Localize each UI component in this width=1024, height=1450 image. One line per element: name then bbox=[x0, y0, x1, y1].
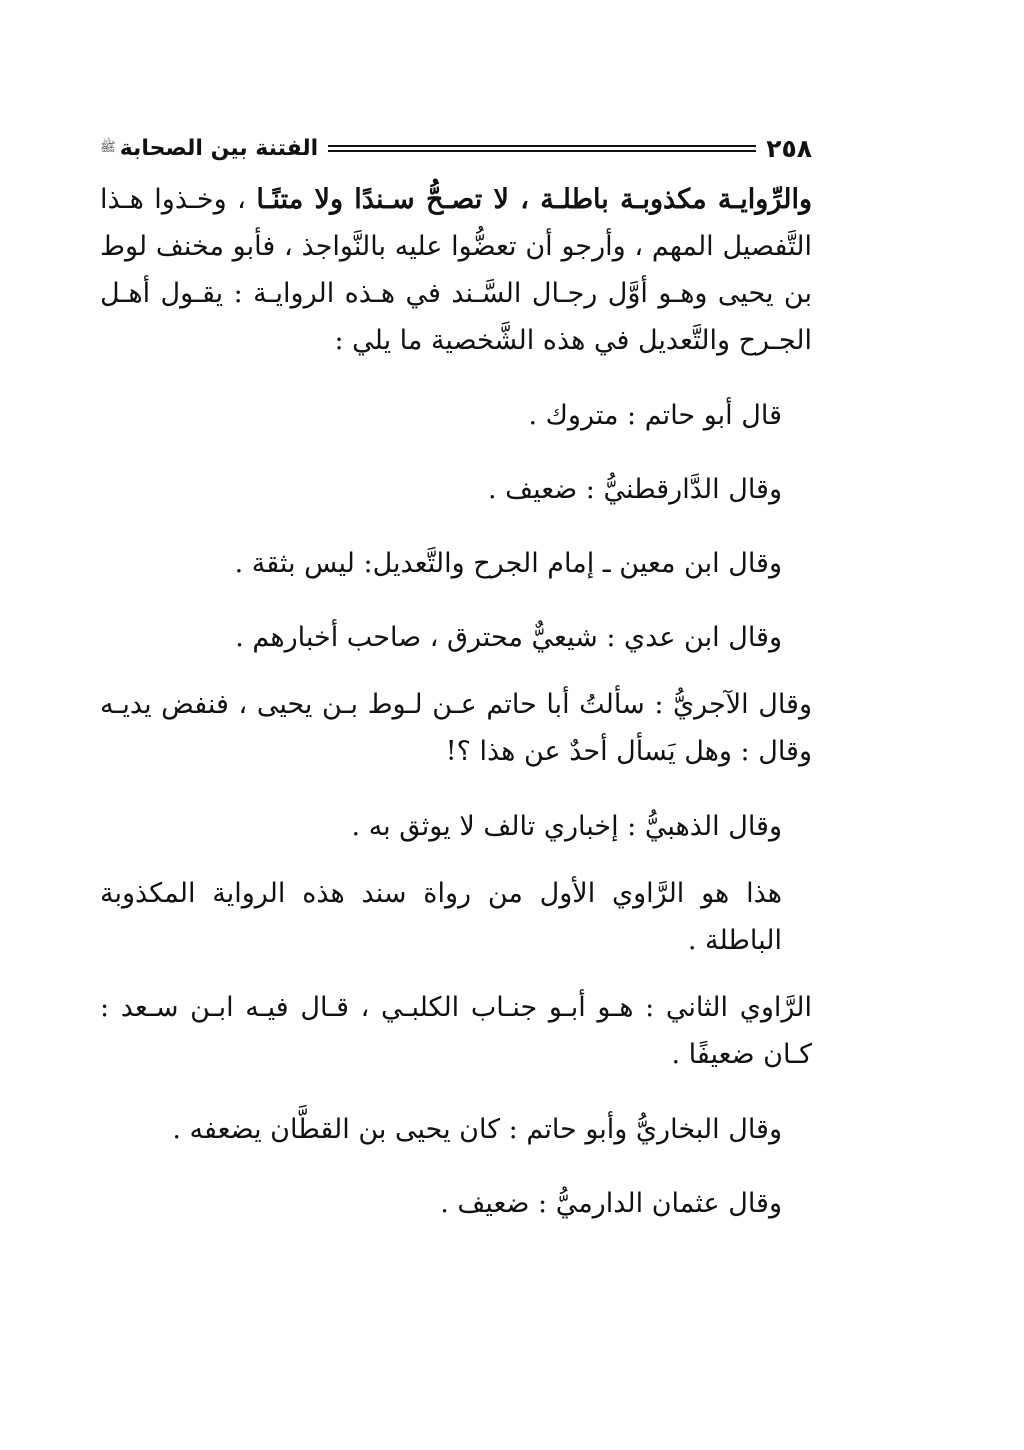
page-header bbox=[100, 128, 812, 168]
book-page bbox=[100, 128, 812, 1308]
intro-paragraph bbox=[100, 176, 812, 364]
intro-lead-strong: والرِّوايـة مكذوبـة باطلـة ، لا تصـحُّ سـندًا ولا متنًـا bbox=[256, 184, 812, 215]
ajurri-paragraph: وقال الآجريُّ : سألتُ أبا حاتم عـن لـوط بـن يحيى ، فنفض يديـه وقال : وهل يَسأل أحدٌ عن هذا ؟! bbox=[100, 689, 812, 767]
quote-bukhari: وقال البخاريُّ وأبو حاتم : كان يحيى بن القطَّان يضعفه . bbox=[172, 1114, 782, 1145]
book-title: الفتنة بين الصحابة bbox=[119, 135, 319, 161]
quote-ibn-main: وقال ابن معين ـ إمام الجرح والتَّعديل: ليس بثقة . bbox=[234, 548, 782, 579]
header-rule bbox=[328, 145, 756, 152]
quote-daraqutni: وقال الدَّارقطنيُّ : ضعيف . bbox=[488, 474, 782, 505]
second-narrator-paragraph: الرَّاوي الثاني : هـو أبـو جنـاب الكلبـي ، قـال فيـه ابـن سـعد : كـان ضعيفًا . bbox=[100, 992, 812, 1070]
summary-line: هذا هو الرَّاوي الأول من رواة سند هذه الرواية المكذوبة الباطلة . bbox=[100, 878, 782, 956]
quote-darimi: وقال عثمان الدارميُّ : ضعيف . bbox=[440, 1188, 782, 1219]
honorific-icon: ﷺ bbox=[100, 139, 116, 155]
intro-text: ، وخـذوا هـذا التَّفصيل المهم ، وأرجو أن تعضُّوا عليه بالنَّواجذ ، فأبو مخنف لوط بن يحيى وهـو أوَّل رجـال السَّـند في هـذه الروايـة : يقـول أهـل الجـرح والتَّعديل في هذه الشَّخصية ما يلي : bbox=[100, 184, 812, 356]
quote-ibn-adi: وقال ابن عدي : شيعيٌّ محترق ، صاحب أخبارهم . bbox=[235, 622, 782, 653]
page-number: ٢٥٨ bbox=[766, 133, 812, 163]
quote-dhahabi: وقال الذهبيُّ : إخباري تالف لا يوثق به . bbox=[351, 811, 782, 842]
quote-abu-hatim: قال أبو حاتم : متروك . bbox=[528, 400, 782, 431]
